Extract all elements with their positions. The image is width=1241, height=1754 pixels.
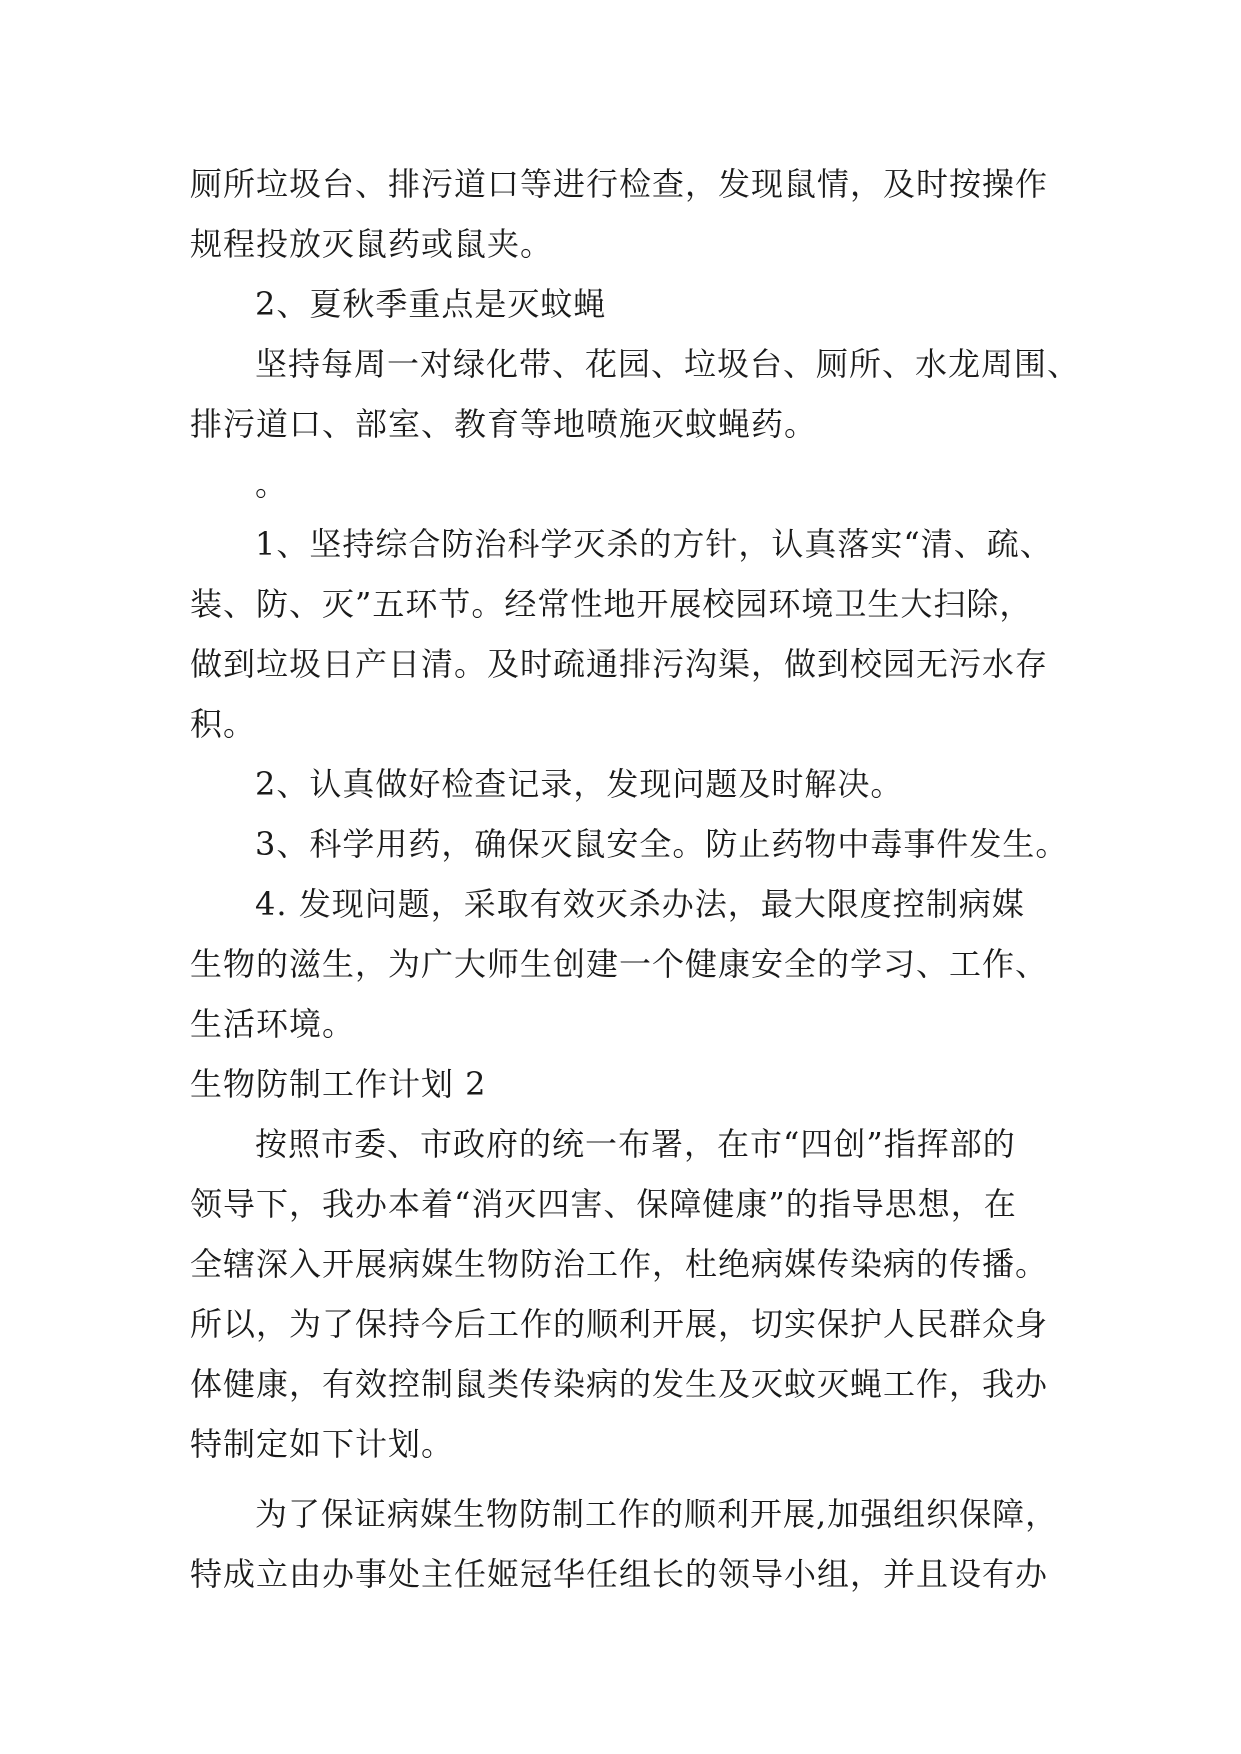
text-line: 规程投放灭鼠药或鼠夹。	[190, 225, 554, 263]
text-line: 领导下，我办本着“消灭四害、保障健康”的指导思想，在	[190, 1185, 1017, 1223]
list-item-heading: 2、夏秋季重点是灭蚊蝇	[255, 285, 607, 323]
section-title: 生物防制工作计划 2	[190, 1065, 487, 1103]
text-line: 做到垃圾日产日清。及时疏通排污沟渠，做到校园无污水存	[190, 645, 1049, 683]
text-line: 排污道口、部室、教育等地喷施灭蚊蝇药。	[190, 405, 818, 443]
list-item: 1、坚持综合防治科学灭杀的方针，认真落实“清、疏、	[255, 525, 1053, 563]
text-line: 按照市委、市政府的统一布署，在市“四创”指挥部的	[255, 1125, 1016, 1163]
text-line: 全辖深入开展病媒生物防治工作，杜绝病媒传染病的传播。	[190, 1245, 1049, 1283]
text-line: 坚持每周一对绿化带、花园、垃圾台、厕所、水龙周围、	[255, 345, 1081, 383]
text-line: 装、防、灭”五环节。经常性地开展校园环境卫生大扫除，	[190, 585, 1033, 623]
text-line: 特成立由办事处主任姬冠华任组长的领导小组，并且设有办	[190, 1555, 1049, 1593]
text-line: 生物的滋生，为广大师生创建一个健康安全的学习、工作、	[190, 945, 1049, 983]
text-line: 体健康，有效控制鼠类传染病的发生及灭蚊灭蝇工作，我办	[190, 1365, 1049, 1403]
text-line: 积。	[190, 705, 257, 743]
text-line: 。	[255, 465, 289, 503]
list-item: 3、科学用药，确保灭鼠安全。防止药物中毒事件发生。	[255, 825, 1069, 863]
text-line: 所以，为了保持今后工作的顺利开展，切实保护人民群众身	[190, 1305, 1049, 1343]
list-item: 4. 发现问题，采取有效灭杀办法，最大限度控制病媒	[255, 885, 1025, 923]
text-line: 为了保证病媒生物防制工作的顺利开展,加强组织保障，	[255, 1495, 1059, 1533]
list-item: 2、认真做好检查记录，发现问题及时解决。	[255, 765, 904, 803]
text-line: 厕所垃圾台、排污道口等进行检查，发现鼠情，及时按操作	[190, 165, 1049, 203]
text-line: 生活环境。	[190, 1005, 356, 1043]
text-line: 特制定如下计划。	[190, 1425, 455, 1463]
